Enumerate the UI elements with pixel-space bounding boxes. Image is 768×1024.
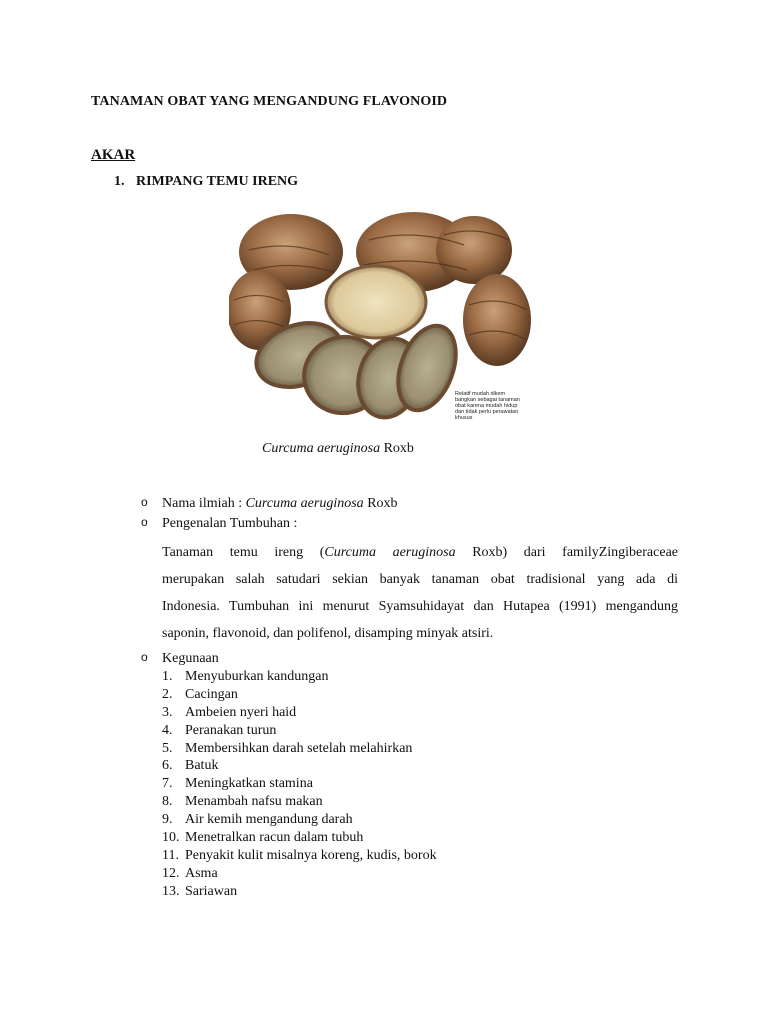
scientific-name-label: Nama ilmiah : bbox=[162, 496, 246, 511]
list-number: 3. bbox=[162, 704, 173, 720]
list-item bbox=[162, 775, 437, 793]
paragraph-line: saponin, flavonoid, dan polifenol, disamping minyak atsiri. bbox=[162, 626, 494, 641]
list-number: 12. bbox=[162, 865, 180, 881]
list-item bbox=[162, 793, 437, 811]
inset-note-line: obat karena mudah hidup bbox=[455, 403, 518, 409]
list-number: 9. bbox=[162, 812, 173, 828]
list-number: 10. bbox=[162, 830, 180, 846]
list-item bbox=[162, 757, 437, 775]
inset-note-line: khusus bbox=[455, 415, 473, 421]
list-number: 13. bbox=[162, 883, 180, 899]
list-text: Membersihkan darah setelah melahirkan bbox=[185, 740, 413, 756]
paragraph-line: Indonesia. Tumbuhan ini menurut Syamsuhidayat dan Hutapea (1991) mengandung bbox=[162, 599, 678, 614]
uses-list bbox=[162, 668, 437, 901]
list-text: Batuk bbox=[185, 758, 219, 774]
temu-ireng-rhizome-photo bbox=[229, 210, 531, 422]
list-text: Ambeien nyeri haid bbox=[185, 704, 297, 720]
list-text: Sariawan bbox=[185, 883, 238, 899]
inset-note-line: Relatif mudah dikem bbox=[455, 391, 506, 397]
list-text: Air kemih mengandung darah bbox=[185, 812, 353, 828]
section-heading-akar: AKAR bbox=[91, 147, 136, 163]
bullet-marker: o bbox=[141, 650, 148, 664]
list-text: Cacingan bbox=[185, 686, 238, 702]
list-text: Menambah nafsu makan bbox=[185, 794, 323, 810]
list-number: 5. bbox=[162, 740, 173, 756]
bullet-marker: o bbox=[141, 515, 148, 529]
paragraph-line bbox=[162, 539, 678, 566]
list-text: Penyakit kulit misalnya koreng, kudis, borok bbox=[185, 847, 437, 863]
subheading-number: 1. bbox=[114, 174, 125, 189]
list-number: 4. bbox=[162, 722, 173, 738]
uses-label: Kegunaan bbox=[162, 651, 219, 666]
caption-author: Roxb bbox=[380, 441, 414, 456]
inset-note-line: dan tidak perlu perawatan bbox=[455, 409, 519, 415]
list-text: Peranakan turun bbox=[185, 722, 277, 738]
bullet-marker: o bbox=[141, 495, 148, 509]
list-item bbox=[162, 883, 437, 901]
document-title: TANAMAN OBAT YANG MENGANDUNG FLAVONOID bbox=[91, 94, 448, 109]
figure-caption bbox=[262, 441, 414, 457]
list-number: 11. bbox=[162, 847, 179, 863]
list-number: 6. bbox=[162, 758, 173, 774]
scientific-name-species: Curcuma aeruginosa bbox=[245, 496, 364, 511]
inset-note-line: bangkan sebagai tanaman bbox=[455, 397, 520, 403]
list-number: 8. bbox=[162, 794, 173, 810]
paragraph-line: merupakan salah satudari sekian banyak tanaman obat tradisional yang ada di bbox=[162, 572, 678, 587]
paragraph-text: Roxb) dari familyZingiberaceae bbox=[455, 545, 678, 560]
list-text: Menyuburkan kandungan bbox=[185, 669, 329, 684]
caption-species: Curcuma aeruginosa bbox=[262, 441, 381, 456]
list-text: Meningkatkan stamina bbox=[185, 776, 313, 792]
introduction-paragraph bbox=[162, 539, 678, 647]
list-number: 2. bbox=[162, 686, 173, 702]
paragraph-species: Curcuma aeruginosa bbox=[324, 545, 456, 560]
list-item bbox=[162, 704, 437, 722]
list-item bbox=[162, 740, 437, 758]
list-item bbox=[162, 829, 437, 847]
subheading-rimpang-temu-ireng bbox=[114, 174, 298, 190]
list-item bbox=[162, 811, 437, 829]
paragraph-text: Tanaman temu ireng ( bbox=[162, 545, 325, 560]
subheading-text: RIMPANG TEMU IRENG bbox=[136, 174, 299, 189]
list-item bbox=[162, 847, 437, 865]
list-item bbox=[162, 865, 437, 883]
list-number: 7. bbox=[162, 776, 173, 792]
list-number: 1. bbox=[162, 669, 173, 684]
scientific-name-author: Roxb bbox=[363, 496, 398, 511]
introduction-label: Pengenalan Tumbuhan : bbox=[162, 516, 298, 531]
list-item bbox=[162, 668, 437, 686]
list-text: Menetralkan racun dalam tubuh bbox=[185, 830, 364, 846]
list-item bbox=[162, 722, 437, 740]
list-item bbox=[162, 686, 437, 704]
list-text: Asma bbox=[185, 865, 218, 881]
